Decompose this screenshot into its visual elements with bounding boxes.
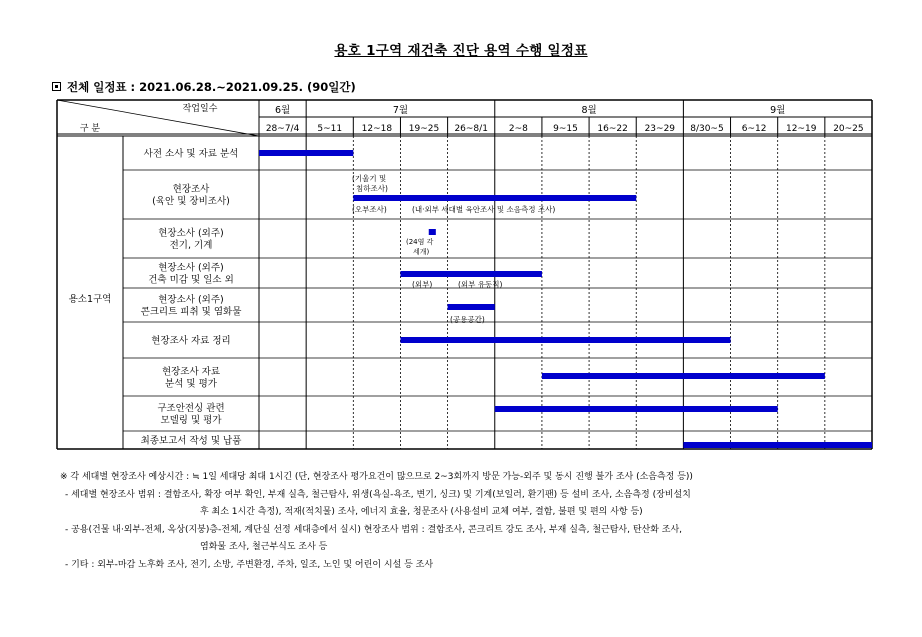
gantt-bar	[353, 195, 636, 201]
task-label: 분석 및 평가	[165, 378, 217, 390]
month-label: 7월	[392, 105, 409, 116]
task-label: 현장조사 자료 정리	[151, 335, 231, 347]
work-days-label: 작업일수	[182, 104, 218, 114]
week-label: 12~19	[786, 124, 817, 134]
task-label: 사전 소사 및 자료 분석	[143, 148, 239, 160]
task-label: 전기, 기계	[169, 240, 213, 251]
page-title: 용호 1구역 재건축 진단 용역 수행 일정표	[334, 43, 588, 59]
annotation-text: (내·외부 세대별 육안조사 및 소음측정 조사)	[412, 205, 556, 214]
notes-section	[60, 469, 693, 574]
week-label: 2~8	[508, 124, 528, 134]
task-label: 콘크리트 피취 및 염화물	[140, 306, 242, 318]
annotation-text: 침하조사)	[356, 184, 388, 193]
gantt-bar	[683, 442, 872, 448]
task-label: 건축 미감 및 일소 외	[148, 274, 234, 286]
annotation-text: (공용공간)	[450, 315, 485, 324]
gantt-bar	[429, 229, 436, 235]
annotation-text: (오부조사)	[352, 205, 387, 214]
annotation-text: (외부 유동직)	[458, 280, 503, 289]
task-label: 현장소사 (외주)	[158, 262, 224, 274]
week-label: 9~15	[553, 124, 578, 134]
week-label: 12~18	[361, 124, 393, 134]
note-line: 염화물 조사, 철근부식도 조사 등	[200, 542, 328, 552]
gantt-bar	[259, 150, 353, 156]
week-label: 26~8/1	[454, 124, 488, 134]
task-label: 구조안전싱 관련	[157, 403, 225, 414]
week-label: 19~25	[408, 124, 440, 134]
group-label: 용소1구역	[68, 294, 112, 305]
task-label: 현장소사 (외주)	[158, 294, 224, 306]
month-label: 6월	[274, 105, 291, 116]
gantt-bar	[495, 406, 778, 412]
gantt-bar	[400, 271, 541, 277]
week-label: 5~11	[317, 124, 343, 134]
task-label: 모델링 및 평가	[160, 415, 222, 426]
task-label: (육안 및 장비조사)	[152, 196, 230, 207]
week-label: 16~22	[597, 124, 628, 134]
note-line: - 기타 : 외부-마감 노후화 조사, 전기, 소방, 주변환경, 주차, 일조, 노인 및 어린이 시설 등 조사	[65, 559, 434, 570]
month-label: 9월	[770, 105, 786, 116]
annotation-text: (기울기 및	[352, 174, 387, 183]
overview-text: 전체 일정표 : 2021.06.28.~2021.09.25. (90일간)	[67, 80, 356, 94]
gantt-bar	[542, 373, 825, 379]
week-label: 6~12	[741, 124, 767, 134]
task-label: 최종보고서 작성 및 납품	[140, 435, 242, 447]
note-line: 후 최소 1시간 측정), 적재(적치물) 조사, 에너지 효율, 청문조사 (사용설비 교체 여부, 결함, 불편 및 편의 사항 등)	[200, 507, 643, 517]
task-label: 현장조사 자료	[161, 366, 221, 378]
annotation-text: (24염 각	[406, 238, 434, 246]
annotation-text: 세개)	[413, 248, 430, 256]
note-line: ※ 각 세대별 현장조사 예상시간 : ≒ 1일 세대당 최대 1시긴 (단, 현장조사 평가요건이 많으므로 2~3회까지 방문 가능-외주 및 동시 진행 불가 조사 (소음측정 등))	[60, 472, 693, 482]
month-label: 8월	[581, 105, 597, 116]
week-label: 8/30~5	[690, 124, 724, 134]
note-line: - 세대별 현장조사 범위 : 결함조사, 확장 여부 확인, 부재 실측, 철근탐사, 위생(욕실-욕조, 변기, 싱크) 및 기계(보일러, 환기팬) 등 설비 조사, 소음측정 (장비설치	[65, 489, 691, 500]
note-line: - 공용(건물 내·외부-전체, 옥상(지붕)층-전체, 계단실 선정 세대층에서 실시) 현장조사 범위 : 결함조사, 콘크리트 강도 조사, 부재 실측, 철근탐사, 탄산화 조사,	[65, 524, 683, 535]
gantt-bars	[259, 150, 872, 448]
task-label: 현장조사	[172, 184, 210, 195]
week-label: 28~7/4	[265, 124, 300, 134]
gantt-bar	[448, 304, 495, 310]
task-label: 현장소사 (외주)	[158, 228, 224, 239]
week-label: 23~29	[644, 124, 676, 134]
annotation-text: (외부)	[412, 280, 433, 289]
week-label: 20~25	[833, 124, 864, 134]
category-label: 구 분	[79, 124, 101, 134]
gantt-bar	[400, 337, 730, 343]
